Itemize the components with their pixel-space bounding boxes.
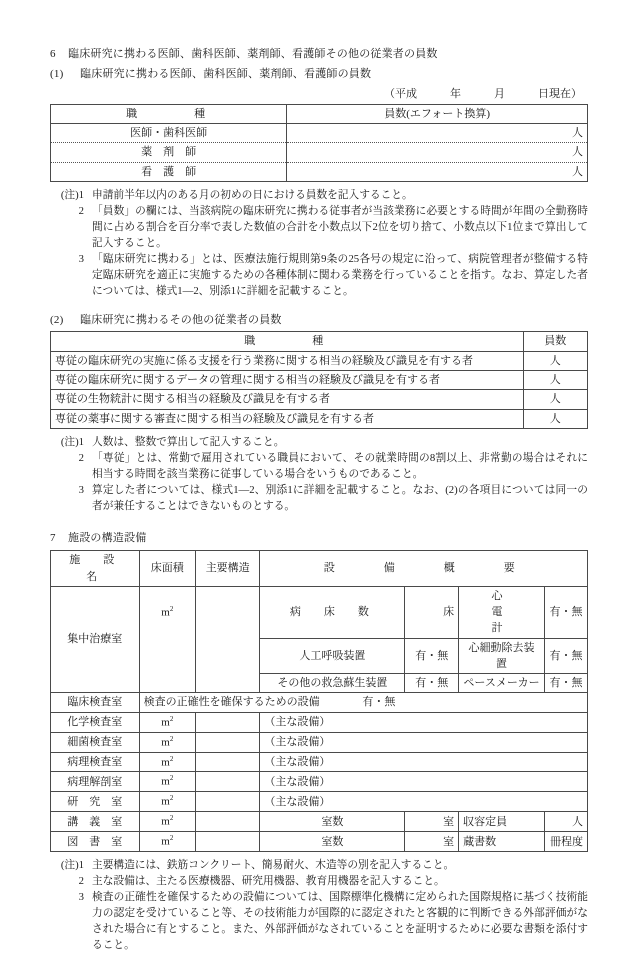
section-6-2-title: 臨床研究に携わるその他の従業者の員数 [80, 314, 282, 327]
note-item [50, 873, 588, 889]
icu-value-pacemaker[interactable]: 有・無 [545, 674, 588, 693]
capacity-unit-lecture[interactable]: 人 [545, 812, 588, 832]
note-item [50, 482, 588, 514]
date-line: （平成 年 月 日現在） [384, 87, 582, 100]
note-text: 検査の正確性を確保するための設備については、国際標準化機構に定められた国際規格に基づく技術能力の認定を受けていること等、その技術能力が国際的に認定されたと客観的に判断できる外部評価がなされた場合に有とすること。また、外部評価がなされていることを証明するために必要な書類を添付すること。 [92, 891, 588, 952]
table-row [51, 409, 588, 428]
main-structure-research-room[interactable] [195, 792, 259, 812]
col-header-facility-name: 施 設 名 [51, 551, 140, 587]
icu-label-bed-count: 病 床 数 [260, 586, 405, 638]
floor-area-autopsy-room[interactable]: $m^2$ [139, 772, 195, 792]
floor-area-library[interactable]: $m^2$ [139, 832, 195, 852]
floor-area-icu[interactable]: $m^2$ [139, 586, 195, 638]
table-row [51, 712, 588, 732]
job-label-biostatistics: 専従の生物統計に関する相当の経験及び識見を有する者 [51, 390, 524, 409]
job-label-pharmacist: 薬 剤 師 [51, 143, 287, 162]
section-6-1-number: (1) [50, 68, 64, 81]
count-unit-data-management[interactable]: 人 [523, 370, 587, 389]
icu-value-ventilator[interactable]: 有・無 [405, 638, 459, 674]
staff-effort-table [50, 104, 588, 182]
icu-label-ecg: 心 電 計 [459, 586, 545, 638]
floor-area-chemistry-lab[interactable]: $m^2$ [139, 712, 195, 732]
floor-area-icu-cont [139, 638, 195, 674]
note-text: 申請前半年以内のある月の初めの日における員数を記入すること。 [92, 188, 413, 201]
table-row-icu [51, 586, 588, 638]
table-row [51, 772, 588, 792]
note-item [50, 434, 588, 450]
floor-area-pathology-lab[interactable]: $m^2$ [139, 752, 195, 772]
section-7-heading [50, 530, 588, 546]
facility-name-bacteriology-lab: 細菌検査室 [51, 732, 140, 752]
icu-value-defibrillator[interactable]: 有・無 [545, 638, 588, 674]
count-unit-support[interactable]: 人 [523, 351, 587, 370]
section-6-1-heading [50, 66, 588, 82]
col-header-job-type: 職 種 [51, 332, 524, 351]
col-header-main-structure: 主要構造 [195, 551, 259, 587]
note-item [50, 187, 588, 203]
section-7-title: 施設の構造設備 [68, 532, 147, 545]
other-staff-table [50, 331, 588, 428]
col-header-floor-area: 床面積 [139, 551, 195, 587]
note-item [50, 450, 588, 482]
note-item [50, 203, 588, 251]
section-6-heading [50, 46, 588, 62]
section-6-number: 6 [50, 48, 56, 60]
section-7-notes [50, 857, 588, 953]
note-text: 「員数」の欄には、当該病院の臨床研究に携わる従事者が当該業務に必要とする時間が年間の全勤務時間に占める割合を百分率で表した数値の合計を小数点以下2位を切り捨て、小数点以下1位まで算出して記入すること。 [92, 204, 588, 249]
facility-structure-table [50, 550, 588, 852]
equipment-bacteriology-lab[interactable]: （主な設備） [260, 732, 588, 752]
note-item [50, 889, 588, 953]
count-unit-doctor[interactable]: 人 [287, 124, 588, 143]
facility-name-pathology-lab: 病理検査室 [51, 752, 140, 772]
main-structure-library[interactable] [195, 832, 259, 852]
icu-value-ecg[interactable]: 有・無 [545, 586, 588, 638]
icu-value-bed-count[interactable]: 床 [405, 586, 459, 638]
facility-name-library: 図 書 室 [51, 832, 140, 852]
col-header-effort-count: 員数(エフォート換算) [287, 104, 588, 123]
book-count-unit-library[interactable]: 冊程度 [545, 832, 588, 852]
note-label: 3 [78, 253, 84, 266]
table-row [51, 812, 588, 832]
room-count-unit-lecture[interactable]: 室 [405, 812, 459, 832]
facility-name-research-room: 研 究 室 [51, 792, 140, 812]
section-6-title: 臨床研究に携わる医師、歯科医師、薬剤師、看護師その他の従業者の員数 [68, 48, 438, 60]
icu-label-pacemaker: ペースメーカー [459, 674, 545, 693]
note-item [50, 857, 588, 873]
facility-name-autopsy-room: 病理解剖室 [51, 772, 140, 792]
count-unit-pharmaceutical-review[interactable]: 人 [523, 409, 587, 428]
job-label-nurse: 看 護 師 [51, 162, 287, 181]
main-structure-autopsy-room[interactable] [195, 772, 259, 792]
table-header-row [51, 551, 588, 587]
count-unit-pharmacist[interactable]: 人 [287, 143, 588, 162]
table-row-clinical-lab [51, 693, 588, 712]
table-row [51, 832, 588, 852]
count-unit-biostatistics[interactable]: 人 [523, 390, 587, 409]
note-label: 3 [78, 891, 84, 904]
note-text: 主要構造には、鉄筋コンクリート、簡易耐火、木造等の別を記入すること。 [92, 859, 455, 872]
note-label: (注)1 [60, 859, 84, 872]
main-structure-lecture-room[interactable] [195, 812, 259, 832]
note-label: 2 [78, 204, 84, 217]
facility-name-chemistry-lab: 化学検査室 [51, 712, 140, 732]
floor-area-research-room[interactable]: $m^2$ [139, 792, 195, 812]
note-item [50, 251, 588, 299]
note-label: (注)1 [60, 188, 84, 201]
main-structure-pathology-lab[interactable] [195, 752, 259, 772]
equipment-autopsy-room[interactable]: （主な設備） [260, 772, 588, 792]
section-6-2-heading [50, 312, 588, 328]
facility-name-clinical-lab: 臨床検査室 [51, 693, 140, 712]
main-structure-bacteriology-lab[interactable] [195, 732, 259, 752]
table-row [51, 792, 588, 812]
table-row [51, 370, 588, 389]
job-label-doctor: 医師・歯科医師 [51, 124, 287, 143]
col-header-job-type: 職 種 [51, 104, 287, 123]
clinical-lab-value[interactable]: 有・無 [362, 696, 396, 709]
table-header-row [51, 332, 588, 351]
icu-label-resuscitation: その他の救急蘇生装置 [260, 674, 405, 693]
note-label: 2 [78, 451, 84, 464]
book-count-label-library: 蔵書数 [459, 832, 545, 852]
facility-name-lecture-room: 講 義 室 [51, 812, 140, 832]
floor-area-lecture-room[interactable]: $m^2$ [139, 812, 195, 832]
main-structure-icu[interactable] [195, 586, 259, 638]
icu-label-defibrillator: 心細動除去装置 [459, 638, 545, 674]
equipment-research-room[interactable]: （主な設備） [260, 792, 588, 812]
section-6-2-number: (2) [50, 314, 64, 327]
room-count-unit-library[interactable]: 室 [405, 832, 459, 852]
col-header-count: 員数 [523, 332, 587, 351]
clinical-lab-text: 検査の正確性を確保するための設備 [143, 696, 320, 709]
section-6-1-title: 臨床研究に携わる医師、歯科医師、薬剤師、看護師の員数 [80, 68, 372, 81]
section-7-number: 7 [50, 532, 56, 545]
room-count-label-lecture: 室数 [260, 812, 405, 832]
capacity-label-lecture: 収容定員 [459, 812, 545, 832]
note-text: 「専従」とは、常勤で雇用されている職員において、その就業時間の8割以上、非常勤の場合はそれに相当する時間を該当業務に従事している場合をいうものであること。 [92, 451, 588, 480]
icu-label-ventilator: 人工呼吸装置 [260, 638, 405, 674]
table-row [51, 351, 588, 370]
facility-name-icu: 集中治療室 [51, 586, 140, 693]
section-6-2-notes [50, 434, 588, 514]
icu-value-resuscitation[interactable]: 有・無 [405, 674, 459, 693]
table-row [51, 732, 588, 752]
equipment-pathology-lab[interactable]: （主な設備） [260, 752, 588, 772]
count-unit-nurse[interactable]: 人 [287, 162, 588, 181]
section-6-1-notes [50, 187, 588, 299]
main-structure-chemistry-lab[interactable] [195, 712, 259, 732]
table-row [51, 162, 588, 181]
main-structure-icu-cont [195, 638, 259, 674]
note-text: 「臨床研究に携わる」とは、医療法施行規則第9条の25各号の規定に沿って、病院管理者が整備する特定臨床研究を適正に実施するための各種体制に関わる業務を行っていることを指す。なお、算定した者については、様式1—2、別添1に詳細を記載すること。 [92, 253, 588, 298]
floor-area-icu-cont2 [139, 674, 195, 693]
floor-area-bacteriology-lab[interactable]: $m^2$ [139, 732, 195, 752]
main-structure-icu-cont2 [195, 674, 259, 693]
equipment-chemistry-lab[interactable]: （主な設備） [260, 712, 588, 732]
table-row [51, 390, 588, 409]
note-text: 主な設備は、主たる医療機器、研究用機器、教育用機器を記入すること。 [92, 875, 445, 888]
clinical-lab-accuracy-equipment[interactable] [139, 693, 587, 712]
note-text: 算定した者については、様式1—2、別添1に詳細を記載すること。なお、(2)の各項目については同一の者が兼任することはできないものとする。 [92, 483, 588, 512]
job-label-pharmaceutical-review: 専従の薬事に関する審査に関する相当の経験及び識見を有する者 [51, 409, 524, 428]
note-label: 2 [78, 875, 84, 888]
table-row [51, 752, 588, 772]
note-label: (注)1 [60, 435, 84, 448]
table-row [51, 143, 588, 162]
col-header-equipment-overview: 設 備 概 要 [260, 551, 588, 587]
table-row [51, 124, 588, 143]
note-text: 人数は、整数で算出して記入すること。 [92, 435, 285, 448]
room-count-label-library: 室数 [260, 832, 405, 852]
table-header-row [51, 104, 588, 123]
job-label-data-management: 専従の臨床研究に関するデータの管理に関する相当の経験及び識見を有する者 [51, 370, 524, 389]
job-label-support: 専従の臨床研究の実施に係る支援を行う業務に関する相当の経験及び識見を有する者 [51, 351, 524, 370]
note-label: 3 [78, 483, 84, 496]
